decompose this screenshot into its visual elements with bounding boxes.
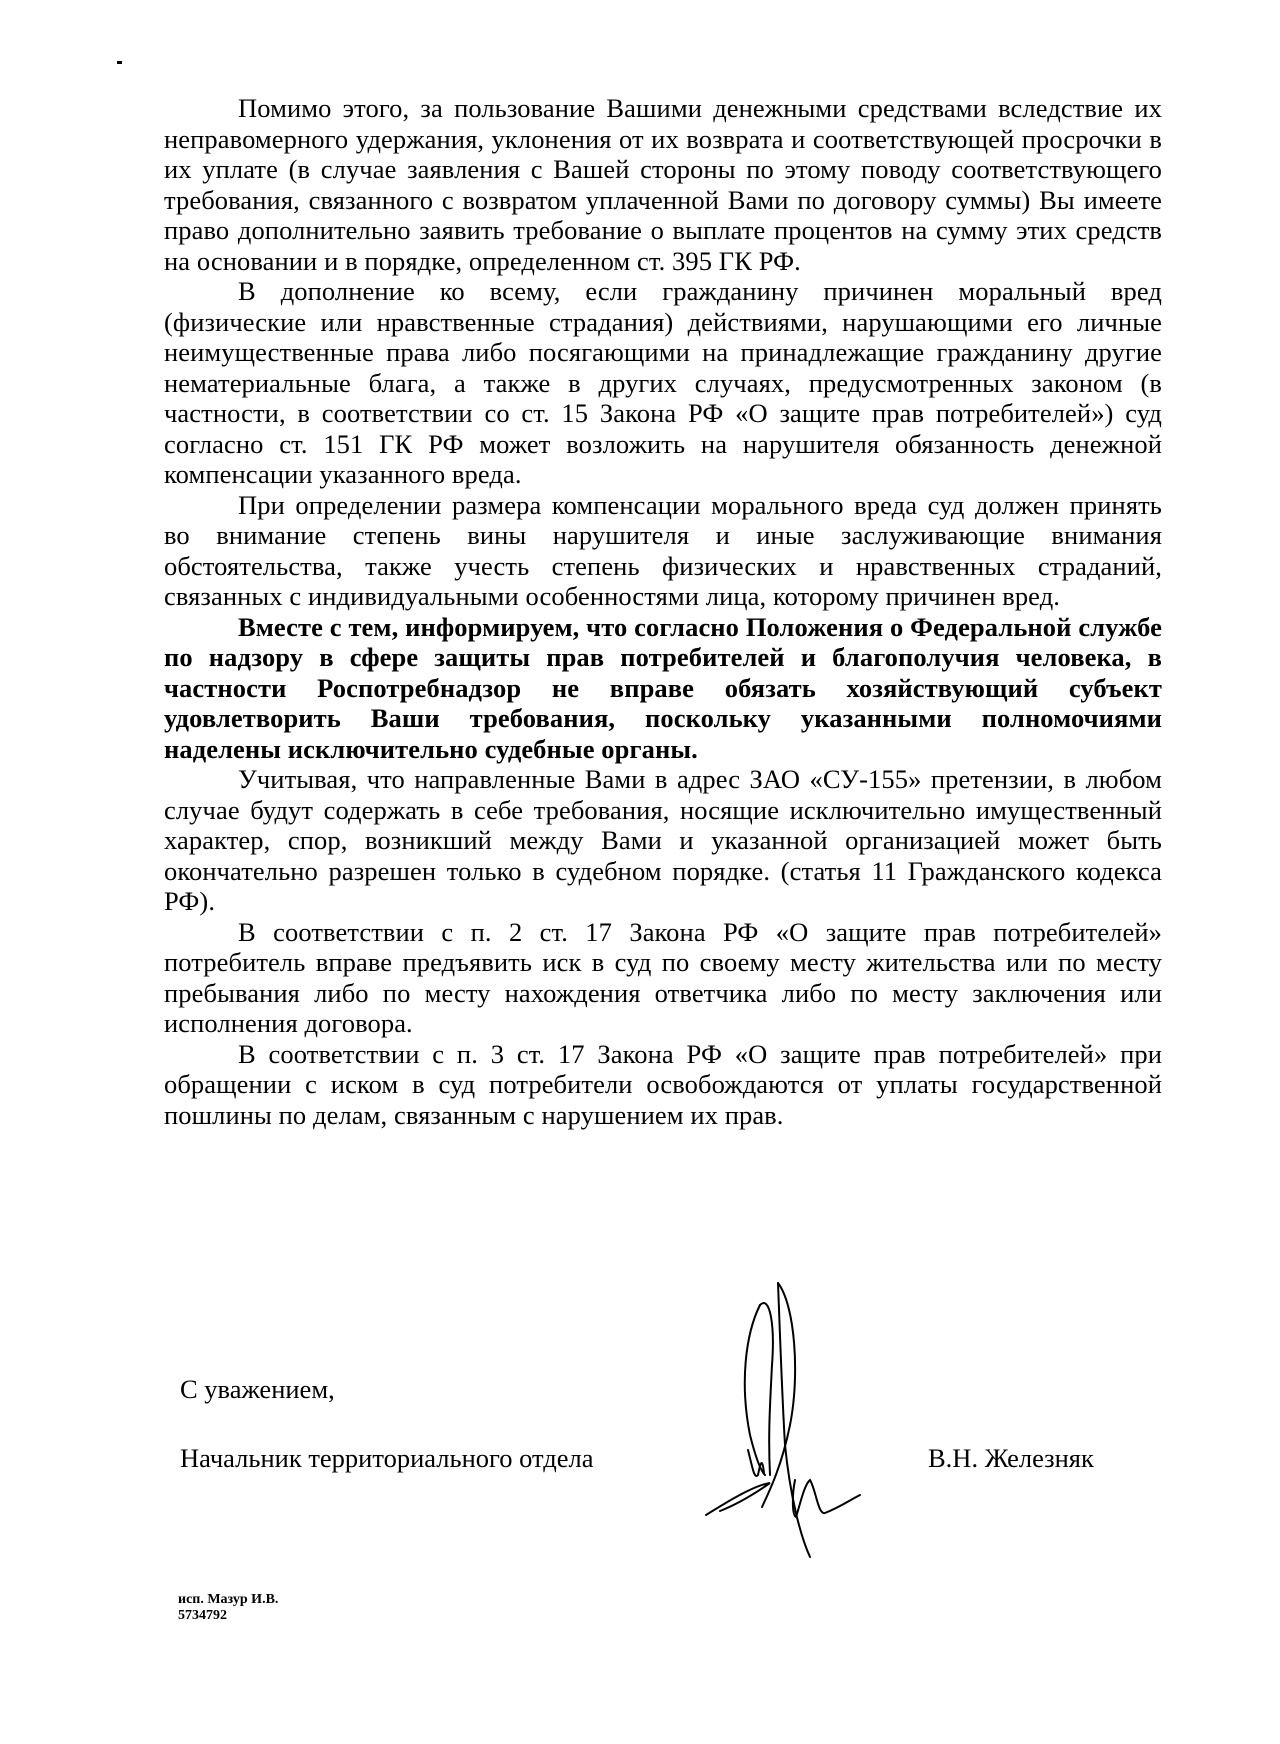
paragraph-interest: Помимо этого, за пользование Вашими денежными средствами вследствие их неправомерного удержания, уклонения от их возврата и соответствующей просрочки в их уплате (в случае заявления с Вашей стороны по этому поводу соответствующего требования, связанного с возвратом уплаченной Вами по договору суммы) Вы имеете право дополнительно заявить требование о выплате процентов на сумму этих средств на основании и в порядке, определенном ст. 395 ГК РФ. [164, 93, 1162, 276]
scan-artifact [117, 61, 122, 64]
paragraph-rospotrebnadzor: Вместе с тем, информируем, что согласно Положения о Федеральной службе по надзору в сфере защиты прав потребителей и благополучия человека, в частности Роспотребнадзор не вправе обязать хозяйствующий субъект удовлетворить Ваши требования, поскольку указанными полномочиями наделены исключительно судебные органы. [164, 611, 1162, 764]
letter-body [164, 93, 1162, 1130]
signer-position: Начальник территориального отдела [180, 1443, 594, 1473]
paragraph-court-only: Учитывая, что направленные Вами в адрес ЗАО «СУ-155» претензии, в любом случае будут содержать в себе требования, носящие исключительно имущественный характер, спор, возникший между Вами и указанной организацией может быть окончательно разрешен только в судебном порядке. (статья 11 Гражданского кодекса РФ). [164, 764, 1162, 916]
handwritten-signature-icon [700, 1275, 930, 1560]
signer-name: В.Н. Железняк [928, 1443, 1094, 1473]
paragraph-fee-exemption: В соответствии с п. 3 ст. 17 Закона РФ «О защите прав потребителей» при обращении с иском в суд потребители освобождаются от уплаты государственной пошлины по делам, связанным с нарушением их прав. [164, 1038, 1162, 1130]
executor-name: исп. Мазур И.В. [178, 1592, 279, 1607]
closing-regards: С уважением, [180, 1374, 335, 1404]
footer-executor [178, 1592, 278, 1624]
executor-phone: 5734792 [178, 1608, 227, 1623]
paragraph-moral-harm: В дополнение ко всему, если гражданину причинен моральный вред (физические или нравственные страдания) действиями, нарушающими его личные неимущественные права либо посягающими на принадлежащие гражданину другие нематериальные блага, а также в других случаях, предусмотренных законом (в частности, в соответствии со ст. 15 Закона РФ «О защите прав потребителей») суд согласно ст. 151 ГК РФ может возложить на нарушителя обязанность денежной компенсации указанного вреда. [164, 276, 1162, 489]
paragraph-jurisdiction: В соответствии с п. 2 ст. 17 Закона РФ «О защите прав потребителей» потребитель вправе предъявить иск в суд по своему месту жительства или по месту пребывания либо по месту нахождения ответчика либо по месту заключения или исполнения договора. [164, 916, 1162, 1038]
paragraph-compensation: При определении размера компенсации морального вреда суд должен принять во внимание степень вины нарушителя и иные заслуживающие внимания обстоятельства, также учесть степень физических и нравственных страданий, связанных с индивидуальными особенностями лица, которому причинен вред. [164, 489, 1162, 611]
